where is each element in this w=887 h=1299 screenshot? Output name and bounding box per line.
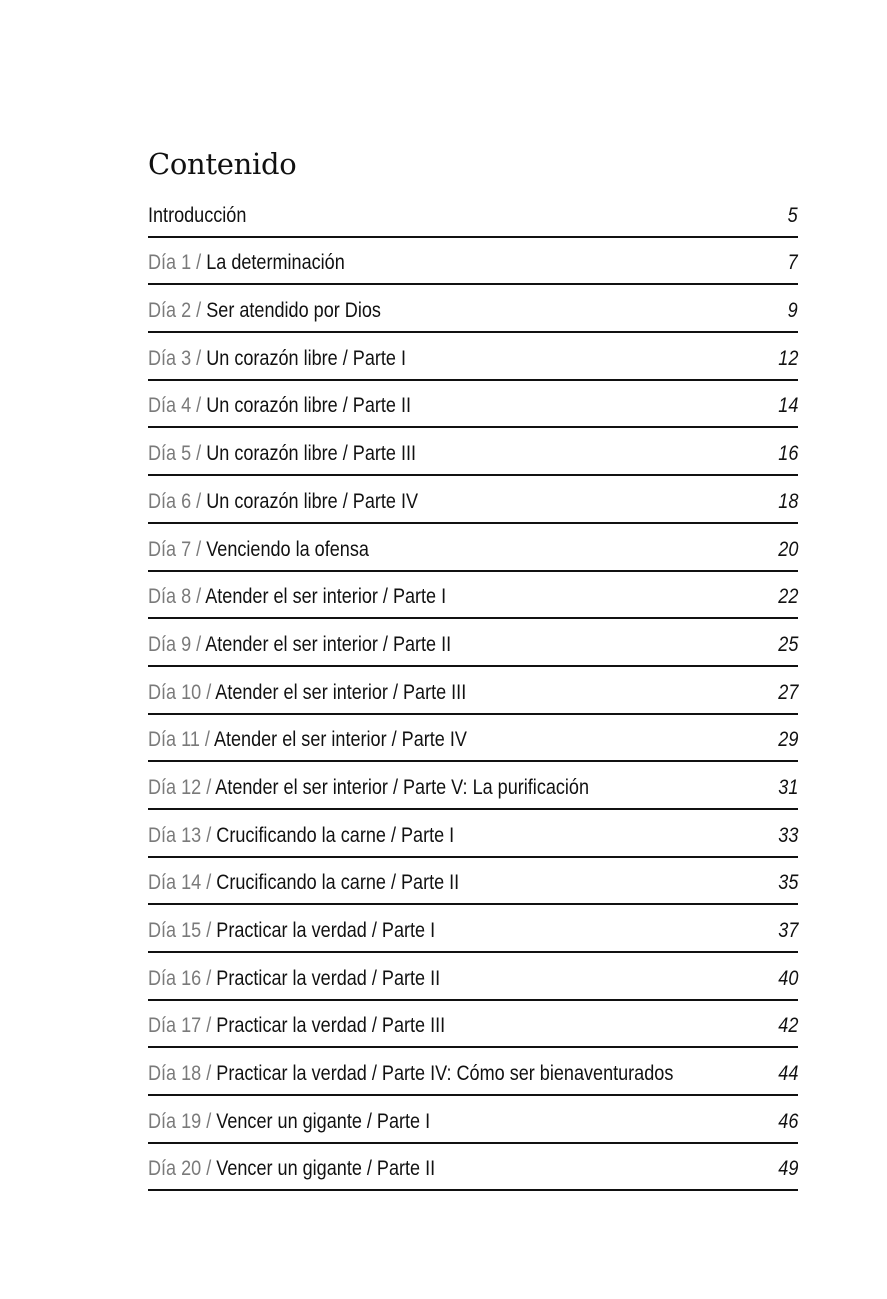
entry-text [148, 1062, 673, 1086]
entry-day: Día 20 / [148, 1157, 217, 1181]
entry-day: Día 18 / [148, 1062, 217, 1086]
entry-title: Practicar la verdad / Parte II [216, 966, 441, 990]
entry-day: Día 2 / [148, 299, 207, 323]
entry-text [148, 538, 369, 562]
entry-day: Día 3 / [148, 346, 207, 370]
toc-entry[interactable] [148, 810, 798, 858]
entry-page: 20 [777, 537, 798, 561]
toc-entry[interactable] [148, 905, 798, 953]
entry-page: 35 [777, 871, 798, 895]
toc-entry[interactable] [148, 333, 798, 381]
entry-title: Ser atendido por Dios [206, 299, 381, 323]
entry-page: 9 [787, 299, 798, 323]
entry-page: 46 [777, 1109, 798, 1133]
entry-title: La determinación [206, 251, 345, 275]
entry-title: Un corazón libre / Parte IV [206, 489, 419, 513]
entry-text [148, 394, 411, 418]
entry-title: Crucificando la carne / Parte II [216, 871, 460, 895]
page-title: Contenido [148, 147, 297, 182]
entry-page: 27 [777, 680, 798, 704]
toc-entry[interactable] [148, 1048, 798, 1096]
toc-entry[interactable] [148, 715, 798, 763]
toc-entry[interactable] [148, 1096, 798, 1144]
entry-page: 31 [777, 775, 798, 799]
table-of-contents [148, 190, 798, 1191]
entry-day: Día 6 / [148, 489, 207, 513]
toc-entry[interactable] [148, 953, 798, 1001]
entry-text [148, 967, 440, 991]
entry-text [148, 824, 454, 848]
entry-day: Día 8 / [148, 585, 206, 609]
entry-title: Atender el ser interior / Parte IV [213, 728, 467, 752]
entry-title: Atender el ser interior / Parte V: La purificación [215, 775, 590, 799]
toc-entry[interactable] [148, 1144, 798, 1192]
entry-text [148, 442, 416, 466]
entry-day: Día 13 / [148, 823, 217, 847]
entry-title: Atender el ser interior / Parte II [205, 632, 452, 656]
entry-text [148, 728, 467, 752]
entry-text [148, 251, 345, 275]
entry-text [148, 1157, 435, 1181]
entry-page: 22 [777, 585, 798, 609]
entry-text [148, 299, 381, 323]
entry-day: Día 7 / [148, 537, 207, 561]
entry-text [148, 776, 589, 800]
entry-title: Vencer un gigante / Parte I [216, 1109, 431, 1133]
entry-page: 7 [787, 251, 798, 275]
toc-entry[interactable] [148, 762, 798, 810]
entry-day: Día 15 / [148, 919, 217, 942]
entry-title: Introducción [148, 203, 247, 227]
entry-page: 14 [777, 394, 798, 418]
toc-entry[interactable] [148, 285, 798, 333]
entry-day: Día 12 / [148, 775, 216, 799]
entry-page: 18 [777, 489, 798, 513]
entry-page: 33 [777, 823, 798, 847]
entry-page: 29 [777, 728, 798, 752]
entry-title: Un corazón libre / Parte III [206, 442, 417, 466]
entry-page: 5 [787, 203, 798, 227]
entry-title: Venciendo la ofensa [206, 537, 369, 561]
entry-title: Atender el ser interior / Parte III [215, 680, 467, 704]
entry-text [148, 347, 406, 371]
toc-entry[interactable] [148, 428, 798, 476]
entry-title: Atender el ser interior / Parte I [205, 585, 447, 609]
entry-text [148, 490, 418, 514]
entry-page: 25 [777, 632, 798, 656]
entry-day: Día 14 / [148, 871, 217, 895]
entry-text [148, 1014, 445, 1038]
entry-title: Practicar la verdad / Parte III [216, 1014, 446, 1038]
entry-text [148, 919, 435, 943]
entry-text [148, 1110, 430, 1134]
entry-page: 42 [777, 1014, 798, 1038]
toc-entry[interactable] [148, 572, 798, 620]
toc-entry[interactable] [148, 619, 798, 667]
entry-page: 40 [777, 966, 798, 990]
entry-title: Crucificando la carne / Parte I [216, 823, 455, 847]
toc-entry[interactable] [148, 524, 798, 572]
entry-title: Practicar la verdad / Parte I [216, 919, 436, 942]
entry-day: Día 16 / [148, 966, 217, 990]
entry-page: 37 [777, 919, 798, 942]
entry-text [148, 204, 246, 228]
entry-title: Practicar la verdad / Parte IV: Cómo ser bienaventurados [216, 1062, 674, 1086]
entry-day: Día 19 / [148, 1109, 217, 1133]
entry-day: Día 17 / [148, 1014, 217, 1038]
entry-text [148, 681, 466, 705]
entry-page: 49 [777, 1157, 798, 1181]
entry-day: Día 1 / [148, 251, 207, 275]
toc-entry[interactable] [148, 476, 798, 524]
entry-day: Día 10 / [148, 680, 216, 704]
entry-title: Vencer un gigante / Parte II [216, 1157, 436, 1181]
toc-entry[interactable] [148, 1001, 798, 1049]
toc-entry[interactable] [148, 667, 798, 715]
entry-page: 44 [777, 1062, 798, 1086]
entry-page: 16 [777, 442, 798, 466]
entry-page: 12 [777, 346, 798, 370]
entry-day: Día 5 / [148, 442, 207, 466]
toc-entry[interactable] [148, 381, 798, 429]
entry-day: Día 4 / [148, 394, 207, 418]
entry-title: Un corazón libre / Parte II [206, 394, 411, 418]
entry-title: Un corazón libre / Parte I [206, 346, 406, 370]
entry-text [148, 871, 459, 895]
entry-day: Día 11 / [148, 728, 214, 752]
entry-text [148, 633, 451, 657]
toc-entry[interactable] [148, 858, 798, 906]
toc-entry[interactable] [148, 190, 798, 238]
entry-text [148, 585, 446, 609]
toc-entry[interactable] [148, 238, 798, 286]
entry-day: Día 9 / [148, 632, 206, 656]
